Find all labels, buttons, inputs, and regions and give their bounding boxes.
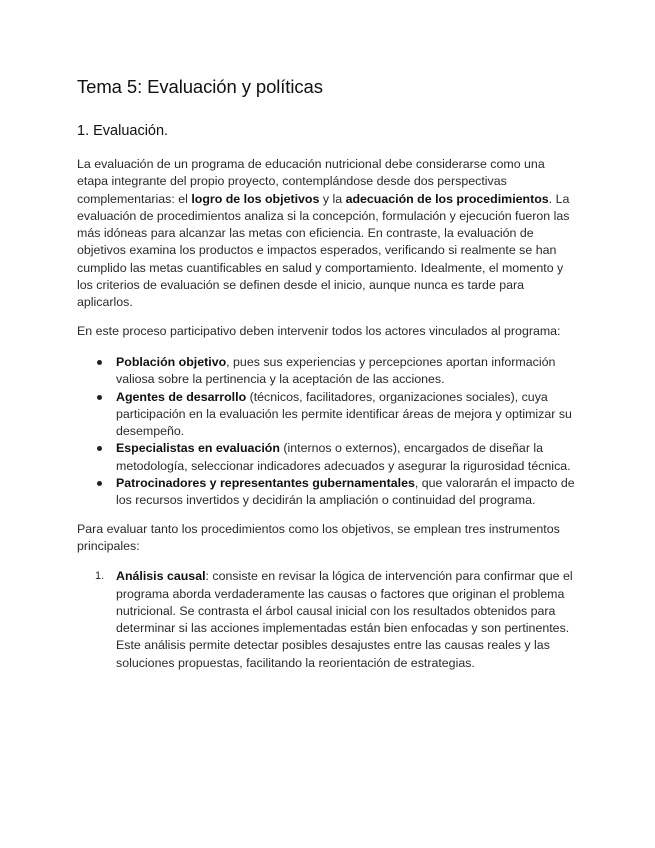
list-item-text: (internos o externos), encargados de diseñar la metodología, seleccionar indicadores adecuados y asegurar la rigurosidad técnica. — [116, 441, 571, 473]
bold-logro-objetivos: logro de los objetivos — [191, 191, 320, 206]
paragraph-instrumentos: Para evaluar tanto los procedimientos como los objetivos, se emplean tres instrumentos principales: — [77, 521, 560, 553]
list-item-bold: Población objetivo — [116, 354, 227, 369]
list-item — [77, 440, 577, 475]
list-item-text: , que valorarán el impacto de los recursos invertidos y decidirán la ampliación o continuidad del programa. — [116, 476, 575, 508]
bullet-icon — [97, 446, 102, 451]
list-item-bold: Patrocinadores y representantes gubernamentales — [116, 476, 415, 491]
bullet-icon — [97, 481, 102, 486]
bullet-icon — [97, 360, 102, 365]
bold-adecuacion-procedimientos: adecuación de los procedimientos — [345, 191, 549, 206]
list-item — [77, 389, 577, 441]
paragraph-intro — [77, 156, 577, 312]
list-item-text: : consiste en revisar la lógica de intervención para confirmar que el programa aborda verdaderamente las causas o factores que originan el problema nutricional. Se contrasta el árbol causal inicial con los resultados obtenidos para determinar si las acciones implementadas están bien enfocadas y son pertinentes. Este análisis permite detectar posibles desajustes entre las causas reales y las soluciones propuestas, facilitando la reorientación de estrategias. — [116, 569, 573, 670]
list-item — [77, 354, 577, 389]
list-item-bold: Agentes de desarrollo — [116, 389, 247, 404]
list-item-bold: Especialistas en evaluación — [116, 441, 280, 456]
paragraph-intro-text-3: . La evaluación de procedimientos analiza si la concepción, formulación y ejecución fueron las más idóneas para alcanzar las metas con eficiencia. En contraste, la evaluación de objetivos examina los productos e impactos esperados, verificando si realmente se han cumplido las metas cuantificables en salud y comportamiento. Idealmente, el momento y los criterios de evaluación se definen desde el inicio, aunque nunca es tarde para aplicarlos. — [77, 191, 570, 310]
list-item — [77, 568, 577, 672]
section-heading-evaluacion: 1. Evaluación. — [77, 123, 169, 139]
bullet-icon — [97, 395, 102, 400]
list-item-number: 1. — [95, 570, 105, 583]
paragraph-intro-text-1: La evaluación de un programa de educación nutricional debe considerarse como una etapa integrante del propio proyecto, contemplándose desde dos perspectivas complementarias: el — [77, 157, 545, 206]
paragraph-actores: En este proceso participativo deben intervenir todos los actores vinculados al programa: — [77, 323, 561, 338]
list-item-text: (técnicos, facilitadores, organizaciones sociales), cuya participación en la evaluación les permite identificar áreas de mejora y optimizar su desempeño. — [116, 389, 572, 439]
document-title: Tema 5: Evaluación y políticas — [77, 76, 323, 97]
list-item — [77, 475, 577, 510]
actors-list — [77, 354, 577, 510]
instruments-list — [77, 568, 577, 672]
list-item-bold: Análisis causal — [116, 569, 206, 584]
list-item-text: , pues sus experiencias y percepciones aportan información valiosa sobre la pertinencia y la aceptación de las acciones. — [116, 354, 556, 387]
document-page — [77, 74, 577, 672]
paragraph-intro-text-2: y la — [319, 191, 346, 206]
